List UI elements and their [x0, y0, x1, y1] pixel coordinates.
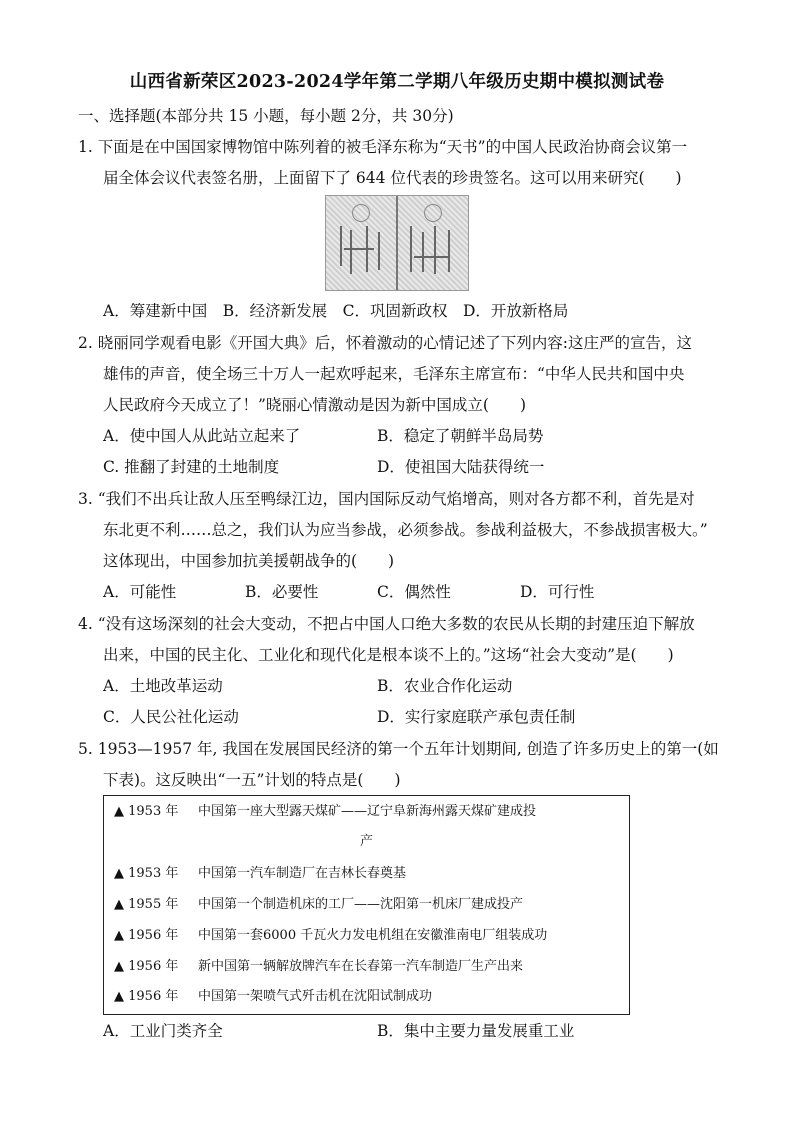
table-row — [114, 958, 523, 976]
q5-stem-line2: 下表)。这反映出“一五”计划的特点是( ) — [103, 771, 401, 789]
q4-option-a: A．土地改革运动 — [103, 677, 223, 695]
table-row — [114, 865, 406, 883]
page-title: 山西省新荣区2023-2024学年第二学期八年级历史期中模拟测试卷 — [129, 72, 665, 92]
q1-stem-line2: 届全体会议代表签名册，上面留下了 644 位代表的珍贵签名。这可以用来研究( ) — [103, 169, 682, 187]
q2-option-b: B．稳定了朝鲜半岛局势 — [377, 427, 544, 445]
q5-stem-line1: 5. 1953—1957 年, 我国在发展国民经济的第一个五年计划期间, 创造了许多历史上的第一(如 — [78, 740, 719, 758]
table-row-text: 中国第一个制造机床的工厂——沈阳第一机床厂建成投产 — [198, 897, 524, 912]
table-row — [114, 988, 432, 1006]
table-row-text: 中国第一架喷气式歼击机在沈阳试制成功 — [198, 989, 433, 1004]
q5-option-a: A．工业门类齐全 — [103, 1022, 223, 1040]
table-row-year: ▲ 1956 年 — [114, 989, 179, 1004]
table-row-text: 中国第一套6000 千瓦火力发电机组在安徽淮南电厂组装成功 — [198, 928, 548, 943]
q3-stem-line3: 这体现出，中国参加抗美援朝战争的( ) — [103, 552, 395, 570]
q4-option-c: C．人民公社化运动 — [103, 708, 239, 726]
q3-stem-line1: 3. “我们不出兵让敌人压至鸭绿江边，国内国际反动气焰增高，则对各方都不利，首先是对 — [78, 490, 695, 508]
q1-stem-line1: 1. 下面是在中国国家博物馆中陈列着的被毛泽东称为“天书”的中国人民政治协商会议第一 — [78, 138, 688, 156]
table-row-year: ▲ 1953 年 — [114, 866, 179, 881]
q4-option-d: D．实行家庭联产承包责任制 — [377, 708, 576, 726]
q2-stem-line3: 人民政府今天成立了！”晓丽心情激动是因为新中国成立( ) — [103, 396, 527, 414]
q4-option-b: B．农业合作化运动 — [377, 677, 513, 695]
q2-option-c: C. 推翻了封建的土地制度 — [103, 458, 280, 476]
table-row-continuation — [104, 833, 629, 851]
q1-options: A．筹建新中国 B．经济新发展 C．巩固新政权 D．开放新格局 — [103, 302, 569, 320]
q3-option-a: A．可能性 — [103, 583, 177, 601]
signature-book-image — [325, 195, 469, 291]
table-row — [114, 803, 536, 821]
table-row — [114, 896, 523, 914]
q3-option-c: C．偶然性 — [377, 583, 451, 601]
q3-option-b: B．必要性 — [245, 583, 319, 601]
q4-stem-line1: 4. “没有这场深刻的社会大变动，不把占中国人口绝大多数的农民从长期的封建压迫下解放 — [78, 615, 695, 633]
table-row-text: 中国第一座大型露天煤矿——辽宁阜新海州露天煤矿建成投 — [198, 804, 537, 819]
section-heading: 一、选择题(本部分共 15 小题，每小题 2分，共 30分) — [78, 107, 454, 125]
q2-stem-line1: 2. 晓丽同学观看电影《开国大典》后，怀着激动的心情记述了下列内容:这庄严的宣告，这 — [78, 334, 692, 352]
q4-stem-line2: 出来，中国的民主化、工业化和现代化是根本谈不上的。”这场“社会大变动”是( ) — [103, 646, 674, 664]
q2-option-a: A．使中国人从此站立起来了 — [103, 427, 301, 445]
table-row-year: ▲ 1956 年 — [114, 928, 179, 943]
achievements-table — [103, 795, 630, 1015]
table-row-text: 产 — [359, 834, 373, 849]
q5-option-b: B．集中主要力量发展重工业 — [377, 1022, 575, 1040]
table-row-text: 中国第一汽车制造厂在吉林长春奠基 — [198, 866, 407, 881]
table-row-year: ▲ 1956 年 — [114, 959, 179, 974]
q3-option-d: D．可行性 — [520, 583, 595, 601]
q3-stem-line2: 东北更不利……总之，我们认为应当参战，必须参战。参战利益极大，不参战损害极大。” — [103, 521, 708, 539]
table-row-year: ▲ 1953 年 — [114, 804, 179, 819]
q2-option-d: D．使祖国大陆获得统一 — [377, 458, 545, 476]
table-row-year: ▲ 1955 年 — [114, 897, 179, 912]
table-row-text: 新中国第一辆解放牌汽车在长春第一汽车制造厂生产出来 — [198, 959, 524, 974]
table-row — [114, 927, 547, 945]
q2-stem-line2: 雄伟的声音，使全场三十万人一起欢呼起来，毛泽东主席宣布：“中华人民共和国中央 — [103, 365, 685, 383]
